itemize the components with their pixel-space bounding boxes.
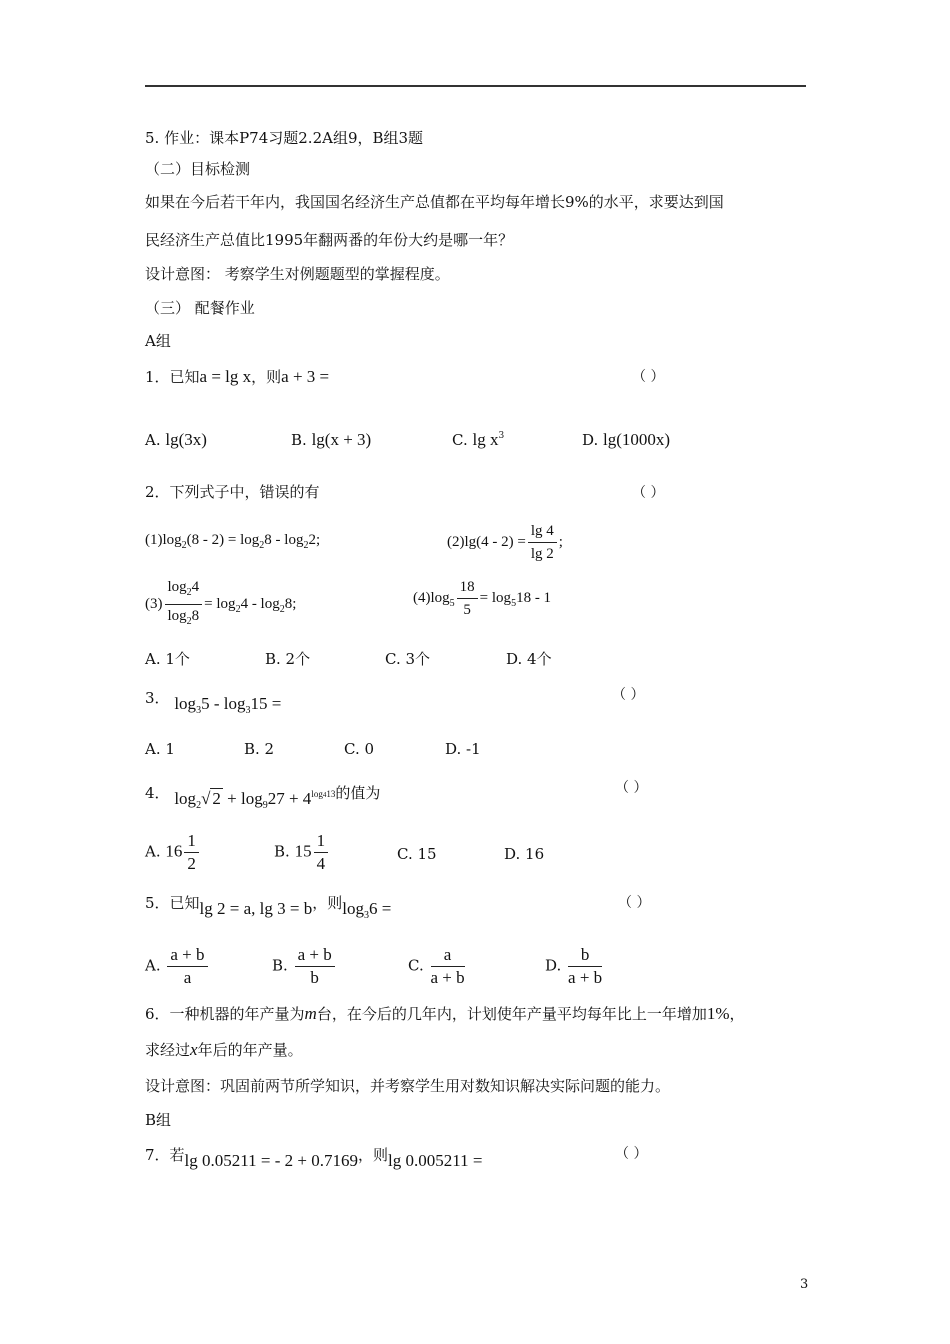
- q2-answer-paren: （ ）: [632, 485, 665, 501]
- q4-answer-paren: （ ）: [615, 780, 648, 796]
- q1-option-c: C. $\lg x^3$: [452, 430, 505, 449]
- q3-answer-paren: （ ）: [612, 687, 645, 703]
- question-3: 3． $\log_35 - \log_315$ =: [145, 689, 282, 716]
- page-number: 3: [800, 1277, 809, 1292]
- q2-statement-3: (3) $\frac{\log_24}{\log_28}$ = $\log_24 - \log_28$;: [145, 576, 296, 633]
- question-4: 4． $\log_2√$ $2 + \log_927 + 4^{log413}$的值为: [145, 784, 381, 811]
- q2-option-b: B. 2个: [265, 650, 311, 668]
- question-7: 7．若lg 0.05211 = - 2 + 0.7169，则lg 0.005211 =: [145, 1146, 483, 1170]
- question-6-line-1: 6．一种机器的年产量为m台，在今后的几年内，计划使年产量平均每年比上一年增加1%，: [145, 1004, 745, 1023]
- group-a-label: A组: [145, 332, 171, 350]
- q3-option-c: C. 0: [344, 740, 375, 758]
- q5-option-c: C. $\frac{a}{a + b}$: [408, 945, 465, 987]
- q4-option-d: D. 16: [504, 845, 545, 863]
- problem-line-2: 民经济生产总值比1995年翻两番的年份大约是哪一年？: [145, 231, 514, 249]
- q2-option-c: C. 3个: [385, 650, 431, 668]
- q2-option-a: A. 1个: [145, 650, 190, 668]
- header-rule: [145, 85, 806, 87]
- section-heading-3: （三） 配餐作业: [145, 299, 255, 317]
- q3-option-a: A. 1: [145, 740, 175, 758]
- section-heading-2: （二）目标检测: [145, 160, 251, 178]
- q5-answer-paren: （ ）: [618, 895, 651, 911]
- question-6-line-2: 求经过x年后的年产量。: [145, 1040, 303, 1059]
- question-1: 1．已知a = lg x，则a + 3 =: [145, 367, 330, 386]
- q2-statement-4: $(4)\log_5$ $\frac{18}{5}$ = $\log_518 - 1$: [413, 576, 551, 621]
- q5-option-a: A. $\frac{a + b}{a}$: [145, 944, 210, 989]
- design-intent-1: 设计意图： 考察学生对例题题型的掌握程度。: [145, 265, 450, 283]
- q7-answer-paren: （ ）: [615, 1146, 648, 1162]
- design-intent-2: 设计意图：巩固前两节所学知识，并考察学生用对数知识解决实际问题的能力。: [145, 1077, 671, 1095]
- q3-option-d: D. -1: [445, 740, 481, 758]
- q4-option-a: A. 16 $\frac{1}{2}$: [145, 830, 201, 875]
- q1-option-a: A. lg(3x): [145, 430, 207, 449]
- q1-expression: a = lg x: [199, 367, 252, 386]
- q2-statement-1: $(1)\log_2(8 - 2) = \log_28 - \log_22$;: [145, 532, 321, 551]
- group-b-label: B组: [145, 1111, 172, 1129]
- problem-line-1: 如果在今后若干年内，我国国名经济生产总值都在平均每年增长9%的水平，求要达到国: [145, 193, 724, 211]
- q1-option-d: D. lg(1000x): [582, 430, 671, 449]
- q1-answer-paren: （ ）: [632, 369, 665, 385]
- q5-option-d: D. $\frac{b}{a + b}$: [545, 945, 603, 987]
- q5-option-b: B. $\frac{a + b}{b}$: [272, 944, 337, 989]
- question-2: 2．下列式子中，错误的有: [145, 483, 320, 501]
- q2-option-d: D. 4个: [506, 650, 552, 668]
- q2-statement-2: (2)lg(4 - 2) = $\frac{\lg 4}{\lg 2}$ ;: [447, 520, 563, 565]
- homework-line: 5. 作业：课本P74习题2.2A组9，B组3题: [145, 129, 424, 147]
- q4-option-c: C. 15: [397, 845, 437, 863]
- q1-expression-2: a + 3 =: [281, 367, 330, 386]
- q4-option-b: B. 15 $\frac{1}{4}$: [274, 830, 330, 875]
- q1-option-b: B. lg(x + 3): [291, 430, 372, 449]
- question-5: 5．已知lg 2 = a, lg 3 = b，则$\log_36$ =: [145, 894, 392, 921]
- q3-option-b: B. 2: [244, 740, 275, 758]
